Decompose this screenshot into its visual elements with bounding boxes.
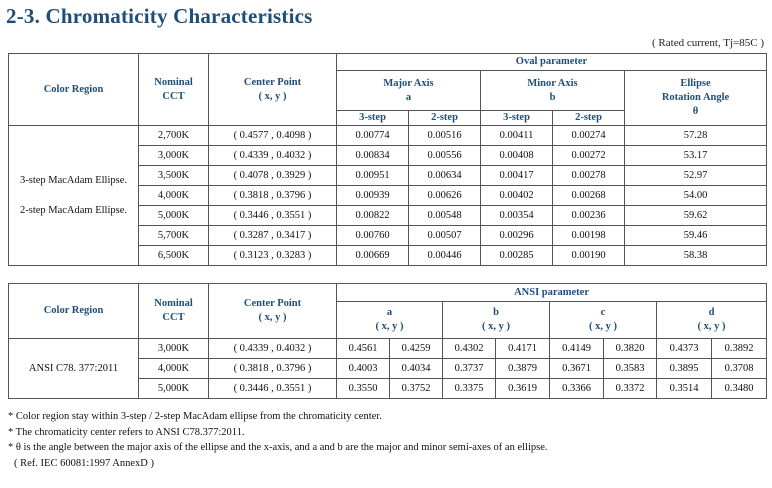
header-ansi-a: a ( x, y ): [337, 302, 443, 339]
header-oval-parameter: Oval parameter: [337, 54, 767, 71]
b3-cell: 0.00296: [481, 226, 553, 246]
header-color-region: Color Region: [9, 54, 139, 126]
header-ellipse-rotation: Ellipse Rotation Angle θ: [625, 71, 767, 126]
header-nominal-cct: Nominal CCT: [139, 284, 209, 339]
cy-cell: 0.3583: [604, 359, 657, 379]
cct-cell: 5,000K: [139, 379, 209, 399]
bx-cell: 0.4302: [443, 339, 496, 359]
dx-cell: 0.4373: [657, 339, 712, 359]
by-cell: 0.3879: [496, 359, 550, 379]
b3-cell: 0.00411: [481, 126, 553, 146]
center-cell: ( 0.3287 , 0.3417 ): [209, 226, 337, 246]
a3-cell: 0.00669: [337, 246, 409, 266]
a2-cell: 0.00507: [409, 226, 481, 246]
theta-cell: 54.00: [625, 186, 767, 206]
center-cell: ( 0.4339 , 0.4032 ): [209, 339, 337, 359]
chromaticity-table: [8, 53, 767, 266]
header-center-point: Center Point ( x, y ): [209, 54, 337, 126]
footnote: * Color region stay within 3-step / 2-step MacAdam ellipse from the chromaticity center.: [8, 411, 382, 422]
ax-cell: 0.4003: [337, 359, 390, 379]
ay-cell: 0.4034: [390, 359, 443, 379]
header-nominal-cct: Nominal CCT: [139, 54, 209, 126]
by-cell: 0.3619: [496, 379, 550, 399]
a2-cell: 0.00446: [409, 246, 481, 266]
header-ansi-parameter: ANSI parameter: [337, 284, 767, 302]
header-center-point: Center Point ( x, y ): [209, 284, 337, 339]
dx-cell: 0.3514: [657, 379, 712, 399]
ansi-table: [8, 283, 767, 399]
center-cell: ( 0.3818 , 0.3796 ): [209, 359, 337, 379]
ay-cell: 0.3752: [390, 379, 443, 399]
cct-cell: 3,000K: [139, 146, 209, 166]
b2-cell: 0.00274: [553, 126, 625, 146]
dy-cell: 0.3892: [712, 339, 767, 359]
header-ansi-d: d ( x, y ): [657, 302, 767, 339]
footnote: * θ is the angle between the major axis of the ellipse and the x-axis, and a and b are the major and minor semi-axes of an ellipse.: [8, 442, 548, 453]
ax-cell: 0.4561: [337, 339, 390, 359]
center-cell: ( 0.3446 , 0.3551 ): [209, 206, 337, 226]
b2-cell: 0.00272: [553, 146, 625, 166]
b2-cell: 0.00236: [553, 206, 625, 226]
center-cell: ( 0.4078 , 0.3929 ): [209, 166, 337, 186]
header-a-3step: 3-step: [337, 111, 409, 126]
cy-cell: 0.3820: [604, 339, 657, 359]
dy-cell: 0.3480: [712, 379, 767, 399]
header-b-2step: 2-step: [553, 111, 625, 126]
ay-cell: 0.4259: [390, 339, 443, 359]
center-cell: ( 0.3123 , 0.3283 ): [209, 246, 337, 266]
footnote: * The chromaticity center refers to ANSI C78.377:2011.: [8, 426, 245, 438]
theta-cell: 59.62: [625, 206, 767, 226]
cy-cell: 0.3372: [604, 379, 657, 399]
cx-cell: 0.3671: [550, 359, 604, 379]
a3-cell: 0.00939: [337, 186, 409, 206]
b3-cell: 0.00354: [481, 206, 553, 226]
a3-cell: 0.00760: [337, 226, 409, 246]
region-cell: ANSI C78. 377:2011: [9, 339, 139, 399]
header-ansi-b: b ( x, y ): [443, 302, 550, 339]
region-cell: 3-step MacAdam Ellipse. 2-step MacAdam Ellipse.: [9, 126, 139, 266]
cx-cell: 0.4149: [550, 339, 604, 359]
by-cell: 0.4171: [496, 339, 550, 359]
header-a-2step: 2-step: [409, 111, 481, 126]
cct-cell: 3,000K: [139, 339, 209, 359]
b3-cell: 0.00285: [481, 246, 553, 266]
a3-cell: 0.00951: [337, 166, 409, 186]
a2-cell: 0.00548: [409, 206, 481, 226]
ax-cell: 0.3550: [337, 379, 390, 399]
a2-cell: 0.00634: [409, 166, 481, 186]
b2-cell: 0.00268: [553, 186, 625, 206]
center-cell: ( 0.3818 , 0.3796 ): [209, 186, 337, 206]
cct-cell: 3,500K: [139, 166, 209, 186]
header-minor-axis: Minor Axis b: [481, 71, 625, 111]
theta-cell: 53.17: [625, 146, 767, 166]
footnote-reference: ( Ref. IEC 60081:1997 AnnexD ): [14, 457, 154, 469]
header-major-axis: Major Axis a: [337, 71, 481, 111]
cct-cell: 4,000K: [139, 186, 209, 206]
footnotes: [8, 409, 547, 471]
dx-cell: 0.3895: [657, 359, 712, 379]
b2-cell: 0.00278: [553, 166, 625, 186]
dy-cell: 0.3708: [712, 359, 767, 379]
center-cell: ( 0.3446 , 0.3551 ): [209, 379, 337, 399]
rated-current-note: ( Rated current, Tj=85C ): [652, 37, 764, 49]
a3-cell: 0.00834: [337, 146, 409, 166]
header-b-3step: 3-step: [481, 111, 553, 126]
cct-cell: 4,000K: [139, 359, 209, 379]
center-cell: ( 0.4577 , 0.4098 ): [209, 126, 337, 146]
a3-cell: 0.00774: [337, 126, 409, 146]
cx-cell: 0.3366: [550, 379, 604, 399]
a2-cell: 0.00556: [409, 146, 481, 166]
cct-cell: 5,000K: [139, 206, 209, 226]
b3-cell: 0.00402: [481, 186, 553, 206]
theta-cell: 57.28: [625, 126, 767, 146]
section-title: 2-3. Chromaticity Characteristics: [6, 4, 313, 28]
center-cell: ( 0.4339 , 0.4032 ): [209, 146, 337, 166]
cct-cell: 6,500K: [139, 246, 209, 266]
bx-cell: 0.3737: [443, 359, 496, 379]
cct-cell: 2,700K: [139, 126, 209, 146]
a2-cell: 0.00626: [409, 186, 481, 206]
a2-cell: 0.00516: [409, 126, 481, 146]
a3-cell: 0.00822: [337, 206, 409, 226]
theta-cell: 59.46: [625, 226, 767, 246]
theta-cell: 52.97: [625, 166, 767, 186]
bx-cell: 0.3375: [443, 379, 496, 399]
b2-cell: 0.00198: [553, 226, 625, 246]
header-ansi-c: c ( x, y ): [550, 302, 657, 339]
header-color-region: Color Region: [9, 284, 139, 339]
cct-cell: 5,700K: [139, 226, 209, 246]
b3-cell: 0.00417: [481, 166, 553, 186]
theta-cell: 58.38: [625, 246, 767, 266]
b3-cell: 0.00408: [481, 146, 553, 166]
b2-cell: 0.00190: [553, 246, 625, 266]
